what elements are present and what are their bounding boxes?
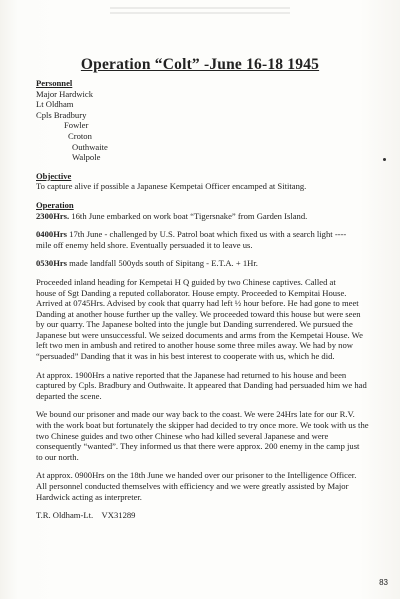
objective-text: To capture alive if possible a Japanese Kempetai Officer encamped at Sititang. <box>36 181 307 192</box>
personnel-name: Major Hardwick <box>36 88 94 99</box>
operation-entry-2 <box>36 229 374 240</box>
paragraph-line: by our quarry. The Japanese bolted into the jungle but Danding surrendered. We pursued the <box>36 319 353 330</box>
bleed-through-header <box>110 4 290 16</box>
signature: T.R. Oldham-Lt. VX31289 <box>36 510 136 521</box>
paragraph-line: captured by Cpls. Bradbury and Outhwaite. It appeared that Danding had persuaded him we had <box>36 380 367 391</box>
entry-time: 2300Hrs. <box>36 210 70 221</box>
paragraph-line: We bound our prisoner and made our way back to the coast. We were 24Hrs late for our R.V. <box>36 409 355 420</box>
paragraph-line: Arrived at 0745Hrs. Advised by cook that quarry had left ½ hour before. He had gone to meet <box>36 298 359 309</box>
paragraph-line: “persuaded” Danding that it was in his best interest to cooperate with us, which he did. <box>36 351 335 362</box>
entry-text: 17th June - challenged by U.S. Patrol boat which fixed us with a search light ---- <box>67 229 347 240</box>
personnel-name: Fowler <box>64 120 89 131</box>
paragraph-line: to our north. <box>36 451 79 462</box>
document-body <box>36 78 374 521</box>
operation-entry-3 <box>36 258 374 269</box>
paragraph-line: house of Sgt Danding a reputed collaborator. House empty. Proceeded to Kempitai House. <box>36 287 347 298</box>
paragraph-line: All personnel conducted themselves with efficiency and we were greatly assisted by Major <box>36 481 349 491</box>
operation-heading: Operation <box>36 199 74 210</box>
page-number: 83 <box>379 578 388 587</box>
paragraph-4 <box>36 470 374 502</box>
paragraph-2 <box>36 370 374 402</box>
paragraph-line: At approx. 1900Hrs a native reported that the Japanese had returned to his house and been <box>36 369 347 380</box>
paragraph-line: Proceeded inland heading for Kempetai H Q guided by two Chinese captives. Called at <box>36 276 336 287</box>
paragraph-line: Japanese but were unsuccessful. We seized documents and arms from the Kempetai House. We <box>36 329 363 340</box>
paragraph-line: departed the scene. <box>36 390 102 401</box>
paragraph-line: two Chinese guides and two other Chinese who had killed several Japanese and were <box>36 430 329 441</box>
document-title: Operation “Colt” -June 16-18 1945 <box>80 56 320 73</box>
personnel-heading: Personnel <box>36 78 73 88</box>
objective-heading: Objective <box>36 170 72 181</box>
personnel-name: Lt Oldham <box>36 99 74 110</box>
operation-entry-1 <box>36 211 374 222</box>
paragraph-line: At approx. 0900Hrs on the 18th June we handed over our prisoner to the Intelligence Officer. <box>36 470 357 481</box>
personnel-name: Outhwaite <box>72 141 108 152</box>
paragraph-3 <box>36 409 374 462</box>
paragraph-line: Hardwick acting as interpreter. <box>36 491 142 502</box>
entry-text: 16th June embarked on work boat “Tigersnake” from Garden Island. <box>69 210 308 221</box>
paragraph-line: with the work boat but fortunately the skipper had decided to try once more. We took with us the <box>36 420 369 431</box>
personnel-name: Cpls Bradbury <box>36 109 87 120</box>
paragraph-1 <box>36 277 374 362</box>
personnel-name: Walpole <box>72 152 101 163</box>
entry-time: 0530Hrs <box>36 258 68 269</box>
paragraph-line: Danding at another house further up the valley. We proceeded toward this house but were seen <box>36 308 361 319</box>
operation-entry-2-cont: mile off enemy held shore. Eventually persuaded it to leave us. <box>36 239 253 250</box>
entry-time: 0400Hrs <box>36 229 68 240</box>
personnel-name: Croton <box>68 130 92 141</box>
entry-text: made landfall 500yds south of Sipitang - E.T.A. + 1Hr. <box>67 258 258 269</box>
paragraph-line: left two men in ambush and retired to another house some three miles away. We had by now <box>36 340 353 351</box>
margin-dot <box>383 158 386 161</box>
paragraph-line: consequently “wanted”. They informed us that there were approx. 200 enemy in the camp just <box>36 441 360 452</box>
